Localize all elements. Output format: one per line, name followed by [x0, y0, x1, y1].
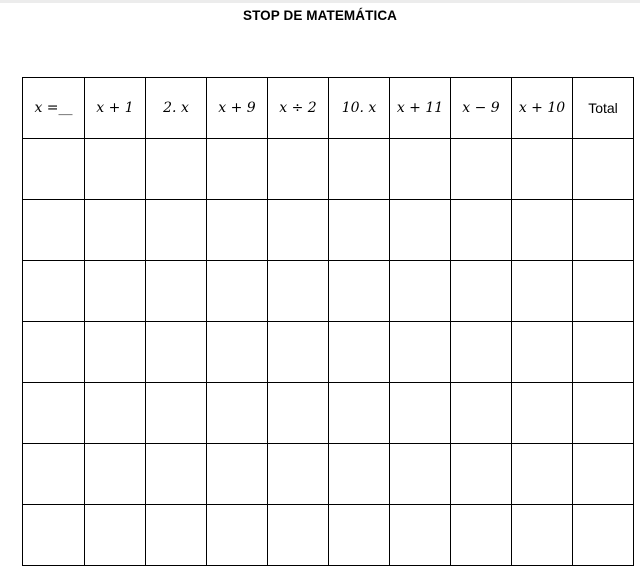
table-cell[interactable] — [146, 322, 207, 383]
header-x-minus-9: x − 9 — [451, 78, 512, 139]
table-row — [23, 444, 634, 505]
table-cell[interactable] — [573, 505, 634, 566]
table-cell[interactable] — [85, 139, 146, 200]
table-cell[interactable] — [390, 444, 451, 505]
table-cell[interactable] — [146, 139, 207, 200]
table-row — [23, 261, 634, 322]
table-row — [23, 139, 634, 200]
table-cell[interactable] — [512, 322, 573, 383]
table-cell[interactable] — [512, 139, 573, 200]
header-x-plus-10: x + 10 — [512, 78, 573, 139]
table-cell[interactable] — [329, 505, 390, 566]
document-title: STOP DE MATEMÁTICA — [242, 8, 398, 23]
table-cell[interactable] — [573, 261, 634, 322]
table-cell[interactable] — [146, 383, 207, 444]
table-cell[interactable] — [207, 200, 268, 261]
table-cell[interactable] — [268, 322, 329, 383]
table-row — [23, 505, 634, 566]
table-cell[interactable] — [390, 322, 451, 383]
table-cell[interactable] — [23, 261, 85, 322]
table-cell[interactable] — [268, 383, 329, 444]
table-cell[interactable] — [268, 444, 329, 505]
table-cell[interactable] — [390, 139, 451, 200]
table-cell[interactable] — [146, 444, 207, 505]
header-x-plus-1: x + 1 — [85, 78, 146, 139]
table-cell[interactable] — [85, 505, 146, 566]
table-cell[interactable] — [329, 322, 390, 383]
table-cell[interactable] — [23, 505, 85, 566]
table-cell[interactable] — [329, 444, 390, 505]
table-cell[interactable] — [207, 261, 268, 322]
table-cell[interactable] — [85, 383, 146, 444]
table-row — [23, 383, 634, 444]
table-cell[interactable] — [207, 444, 268, 505]
table-cell[interactable] — [451, 261, 512, 322]
table-cell[interactable] — [146, 505, 207, 566]
header-10x: 10. x — [329, 78, 390, 139]
table-cell[interactable] — [573, 139, 634, 200]
table-cell[interactable] — [207, 322, 268, 383]
table-cell[interactable] — [23, 444, 85, 505]
table-cell[interactable] — [85, 261, 146, 322]
table-row — [23, 200, 634, 261]
table-cell[interactable] — [268, 261, 329, 322]
header-total: Total — [573, 78, 634, 139]
table-cell[interactable] — [268, 139, 329, 200]
table-cell[interactable] — [573, 383, 634, 444]
header-x-plus-11: x + 11 — [390, 78, 451, 139]
table-cell[interactable] — [573, 200, 634, 261]
header-x-value: x =__ — [23, 78, 85, 139]
table-header-row — [23, 78, 634, 139]
table-cell[interactable] — [207, 505, 268, 566]
table-cell[interactable] — [512, 261, 573, 322]
table-cell[interactable] — [268, 505, 329, 566]
table-cell[interactable] — [512, 383, 573, 444]
table-cell[interactable] — [329, 200, 390, 261]
table-cell[interactable] — [329, 383, 390, 444]
table-cell[interactable] — [146, 200, 207, 261]
table-cell[interactable] — [207, 383, 268, 444]
table-cell[interactable] — [451, 200, 512, 261]
table-cell[interactable] — [451, 383, 512, 444]
table-row — [23, 322, 634, 383]
table-cell[interactable] — [85, 444, 146, 505]
table-cell[interactable] — [23, 322, 85, 383]
table-cell[interactable] — [451, 505, 512, 566]
table-cell[interactable] — [23, 200, 85, 261]
page-top-rule — [0, 0, 640, 3]
table-cell[interactable] — [390, 261, 451, 322]
table-cell[interactable] — [146, 261, 207, 322]
table-cell[interactable] — [85, 322, 146, 383]
table-cell[interactable] — [329, 261, 390, 322]
table-cell[interactable] — [207, 139, 268, 200]
table-cell[interactable] — [512, 444, 573, 505]
table-cell[interactable] — [329, 139, 390, 200]
header-2x: 2. x — [146, 78, 207, 139]
table-cell[interactable] — [268, 200, 329, 261]
table-cell[interactable] — [390, 383, 451, 444]
header-x-plus-9: x + 9 — [207, 78, 268, 139]
table-cell[interactable] — [23, 139, 85, 200]
table-cell[interactable] — [512, 200, 573, 261]
table-cell[interactable] — [23, 383, 85, 444]
header-x-div-2: x ÷ 2 — [268, 78, 329, 139]
table-cell[interactable] — [451, 444, 512, 505]
table-cell[interactable] — [390, 505, 451, 566]
table-cell[interactable] — [512, 505, 573, 566]
stop-table — [22, 77, 634, 566]
table-cell[interactable] — [573, 444, 634, 505]
table-cell[interactable] — [451, 322, 512, 383]
table-cell[interactable] — [573, 322, 634, 383]
table-cell[interactable] — [85, 200, 146, 261]
table-cell[interactable] — [390, 200, 451, 261]
table-body — [23, 139, 634, 566]
table-cell[interactable] — [451, 139, 512, 200]
